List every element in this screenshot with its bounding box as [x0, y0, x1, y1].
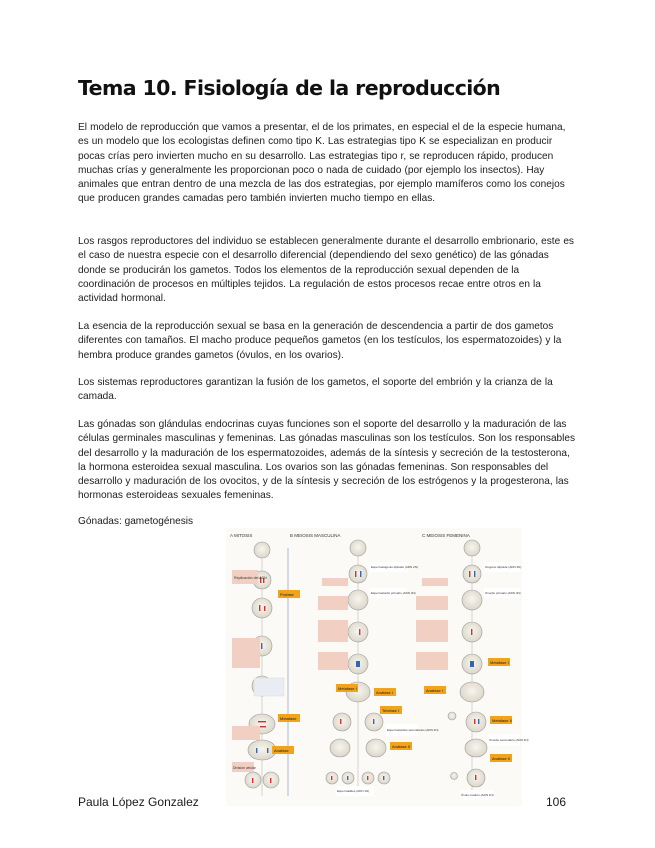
gametogenesis-figure	[226, 528, 529, 806]
paragraph-text: Los sistemas reproductores garantizan la fusión de los gametos, el soporte del embrión y la crianza de la camada.	[78, 377, 553, 403]
header-female-meiosis: C MEIOSIS FEMENINA	[422, 533, 470, 538]
female-anaphase-2: Anafase II	[492, 756, 511, 761]
male-spermatogonium: Espermatogonio diploide (ADN 2N)	[371, 565, 418, 569]
female-mature-ovum: Óvulo maduro (ADN 1N)	[461, 793, 494, 797]
female-metaphase-1: Metafase I	[490, 660, 509, 665]
header-mitosis: A MITOSIS	[230, 533, 253, 538]
mitosis-step-prophase: Profase	[280, 592, 294, 597]
paragraph-3	[78, 320, 576, 363]
paragraph-5	[78, 418, 576, 504]
male-anaphase-1: Anafase I	[376, 690, 393, 695]
page-title: Tema 10. Fisiología de la reproducción	[78, 76, 501, 100]
gametogenesis-diagram	[226, 528, 529, 806]
male-secondary-spermatocytes: Espermatocitos secundarios (ADN 2N)	[387, 728, 439, 732]
male-metaphase-1: Metafase I	[338, 686, 357, 691]
male-telophase-1: Telofase I	[382, 708, 400, 713]
male-anaphase-2: Anafase II	[392, 744, 411, 749]
paragraph-1	[78, 121, 576, 207]
female-primary-oocyte: Ovocito primario (ADN 4N)	[485, 591, 521, 595]
mitosis-step-metaphase: Metafase	[280, 716, 297, 721]
female-secondary-oocyte: Ovocito secundario (ADN 2N)	[489, 738, 529, 742]
mitosis-step-anaphase: Anafase	[274, 748, 289, 753]
paragraph-text: Los rasgos reproductores del individuo se establecen generalmente durante el desarrollo embrionario, este es el caso de nuestra especie con el desarrollo diferencial (dependiendo del sexo genético) de las gónadas donde se producirán los gametos. Todos los elementos de la reproducción sexual dependen de la coordinación de procesos en múltiples tejidos. La regulación de estos procesos recae entre otros en la actividad hormonal.	[78, 236, 574, 305]
female-anaphase-1: Anafase I	[426, 688, 443, 693]
footer-author: Paula López Gonzalez	[78, 795, 199, 809]
header-male-meiosis: B MEIOSIS MASCULINA	[290, 533, 341, 538]
female-metaphase-2: Metafase II	[492, 718, 512, 723]
mitosis-step-division: División celular	[233, 766, 256, 770]
paragraph-text: El modelo de reproducción que vamos a presentar, el de los primates, en especial el de la especie humana, es un modelo que los ecologistas definen como tipo K. Las estrategias tipo K se especializan en producir pocas crías pero invierten mucho en su desarrollo. Las estrategias tipo r, se reproducen rápido, producen muchas crías y generalmente les proporcionan poco o nada de cuidado (por ejemplo los insectos). Hay animales que entran dentro de una mezcla de las dos estrategias, por ejemplo mamíferos como los conejos que producen grandes camadas pero también invierten mucho tiempo en ellas.	[78, 122, 566, 205]
figure-caption: Gónadas: gametogénesis	[78, 516, 194, 527]
male-spermatids: Espermátides (ADN 1N)	[337, 789, 370, 793]
page-number: 106	[546, 795, 567, 809]
paragraph-text: Las gónadas son glándulas endocrinas cuyas funciones son el soporte del desarrollo y la maduración de las células germinales masculinas y femeninas. Las gónadas masculinas son los testículos. Son los responsables del desarrollo y la maduración de los espermatozoides, además de la síntesis y secreción de la testosterona, la hormona esteroidea sexual masculina. Los ovarios son las gónadas femeninas. Son responsables del desarrollo y maduración de los ovocitos, y de la síntesis y secreción de los estrógenos y la progesterona, las hormonas esteroideas sexuales femeninas.	[78, 419, 576, 502]
female-oogonium: Oogonio diploide (ADN 2N)	[485, 565, 522, 569]
mitosis-step-replication: Replicación del ADN	[234, 576, 267, 580]
mitosis-column	[232, 542, 300, 788]
male-primary-spermatocyte: Espermatocito primario (ADN 4N)	[371, 591, 416, 595]
paragraph-text: La esencia de la reproducción sexual se basa en la generación de descendencia a partir de dos gametos diferentes con tamaños. El macho produce pequeños gametos (en los testículos, los espermatozoides) y la hembra produce grandes gametos (óvulos, en los ovarios).	[78, 321, 562, 361]
paragraph-2	[78, 235, 576, 306]
paragraph-4	[78, 376, 576, 405]
